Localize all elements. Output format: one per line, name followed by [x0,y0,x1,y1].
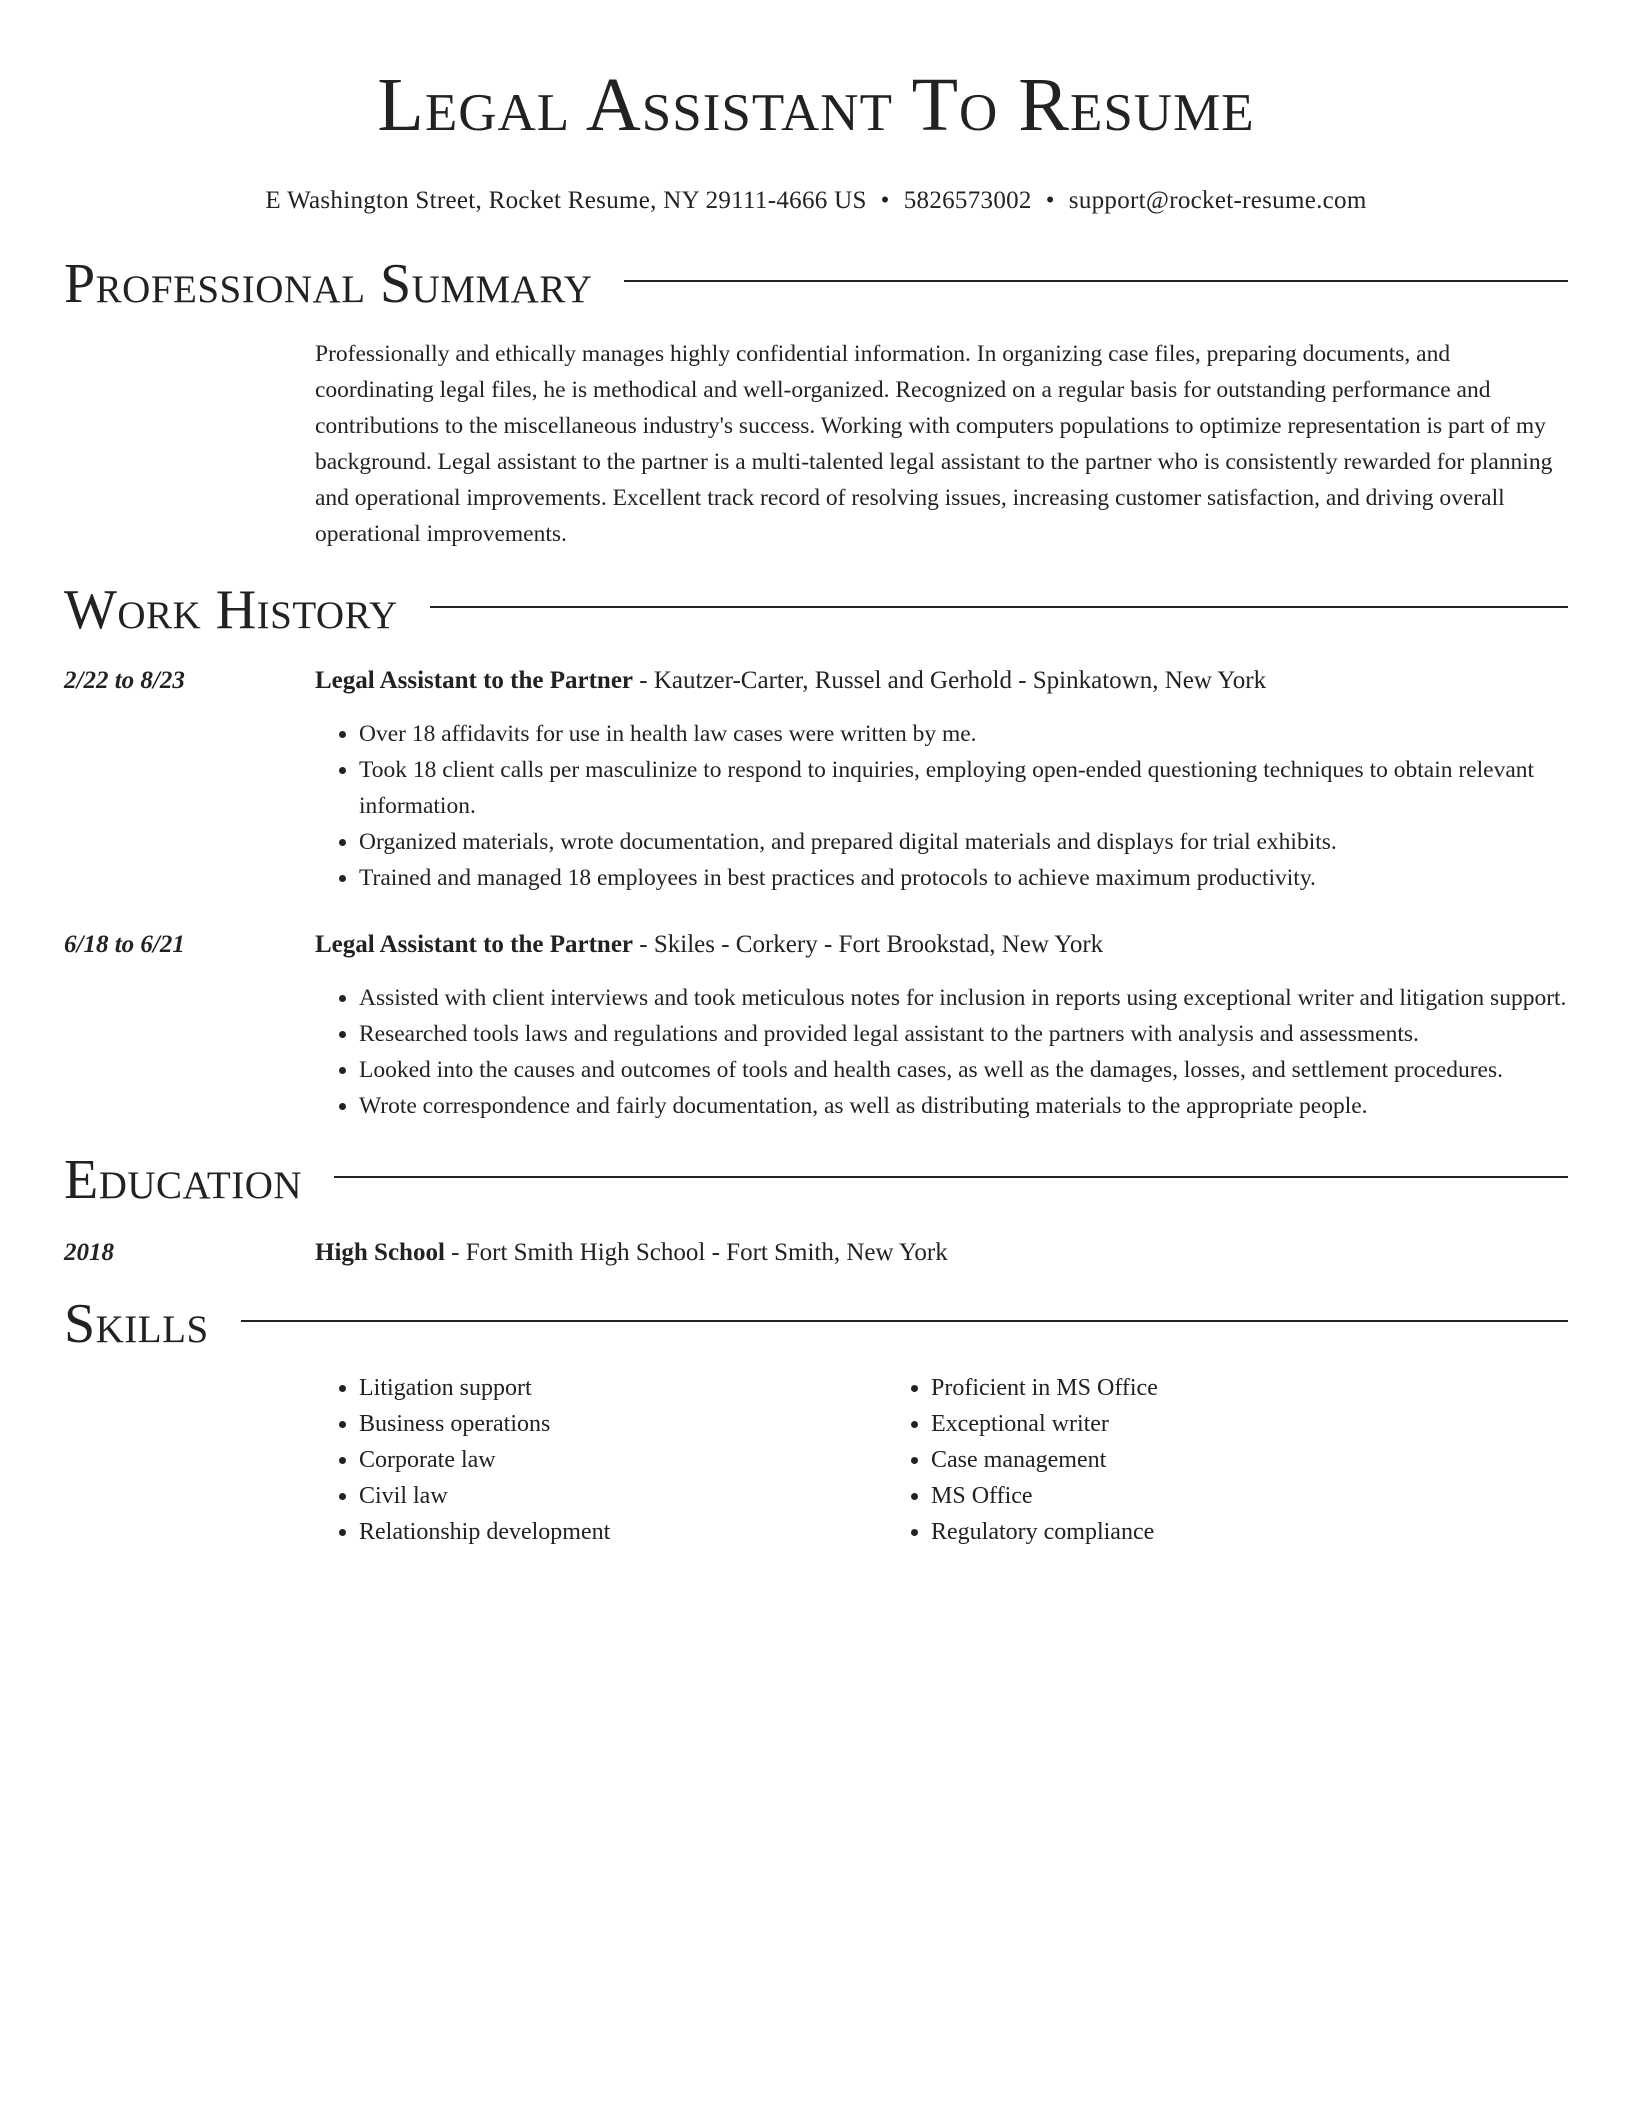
section-divider [241,1320,1568,1322]
section-divider [624,280,1568,282]
skills-section-header [64,1292,1568,1356]
skill-item: • Proficient in MS Office [931,1370,1568,1406]
education-heading: Education [64,1149,303,1211]
skills-heading: Skills [64,1293,209,1355]
skill-item: • MS Office [931,1478,1568,1514]
skill-item: • Business operations [359,1406,887,1442]
contact-phone: 5826573002 [903,187,1032,214]
skill-item: • Litigation support [359,1370,887,1406]
contact-address: E Washington Street, Rocket Resume, NY 29111-4666 US [265,187,867,214]
skill-item: • Exceptional writer [931,1406,1568,1442]
job-bullet: • Researched tools laws and regulations and provided legal assistant to the partners with analysis and assessments. [359,1016,1568,1052]
contact-line [64,186,1568,216]
education-degree: High School [315,1239,445,1266]
work-heading: Work History [64,579,398,641]
resume-title: Legal Assistant To Resume [377,63,1255,147]
job-dates: 6/18 to 6/21 [64,931,185,958]
skill-item: • Corporate law [359,1442,887,1478]
skills-column-left [315,1370,887,1550]
skill-item: • Regulatory compliance [931,1514,1568,1550]
job-title-line [315,928,1568,962]
job-bullet: • Wrote correspondence and fairly documentation, as well as distributing materials to the appropriate people. [359,1088,1568,1124]
job-employer: - Kautzer-Carter, Russel and Gerhold - Spinkatown, New York [633,667,1267,694]
skills-list [315,1370,1568,1550]
job-employer: - Skiles - Corkery - Fort Brookstad, New York [633,931,1104,958]
job-bullet: • Took 18 client calls per masculinize to respond to inquiries, employing open-ended questioning techniques to obtain relevant information. [359,752,1568,824]
job-title-line [315,664,1568,698]
job-bullet: • Over 18 affidavits for use in health law cases were written by me. [359,716,1568,752]
job-entry [64,928,1568,1124]
section-divider [430,606,1568,608]
skill-item: • Civil law [359,1478,887,1514]
education-year: 2018 [64,1239,114,1266]
contact-separator: • [880,187,890,214]
summary-heading: Professional Summary [64,253,593,315]
education-line [315,1236,1568,1270]
summary-section-header [64,252,1568,316]
education-school: - Fort Smith High School - Fort Smith, New York [444,1239,948,1266]
education-entry [64,1236,1568,1270]
job-bullet: • Organized materials, wrote documentation, and prepared digital materials and displays for trial exhibits. [359,824,1568,860]
summary-text: Professionally and ethically manages highly confidential information. In organizing case files, preparing documents, and coordinating legal files, he is methodical and well-organized. Recognized on a regular basis for outstanding performance and contributions to the miscellaneous industry's success. Working with computers populations to optimize representation is part of my background. Legal assistant to the partner is a multi-talented legal assistant to the partner who is consistently rewarded for planning and operational improvements. Excellent track record of resolving issues, increasing customer satisfaction, and driving overall operational improvements. [315,341,1553,547]
education-section-header [64,1148,1568,1212]
job-bullets [315,716,1568,896]
job-role: Legal Assistant to the Partner [315,667,634,694]
contact-email: support@rocket-resume.com [1068,187,1367,214]
skills-column-right [887,1370,1568,1550]
job-bullet: • Looked into the causes and outcomes of tools and health cases, as well as the damages, losses, and settlement procedures. [359,1052,1568,1088]
job-bullet: • Assisted with client interviews and took meticulous notes for inclusion in reports using exceptional writer and litigation support. [359,980,1568,1016]
job-bullets [315,980,1568,1124]
job-role: Legal Assistant to the Partner [315,931,634,958]
skill-item: • Case management [931,1442,1568,1478]
work-section-header [64,578,1568,642]
job-bullet: • Trained and managed 18 employees in best practices and protocols to achieve maximum productivity. [359,860,1568,896]
job-dates: 2/22 to 8/23 [64,667,185,694]
job-entry [64,664,1568,896]
skill-item: • Relationship development [359,1514,887,1550]
section-divider [334,1176,1568,1178]
contact-separator: • [1045,187,1055,214]
